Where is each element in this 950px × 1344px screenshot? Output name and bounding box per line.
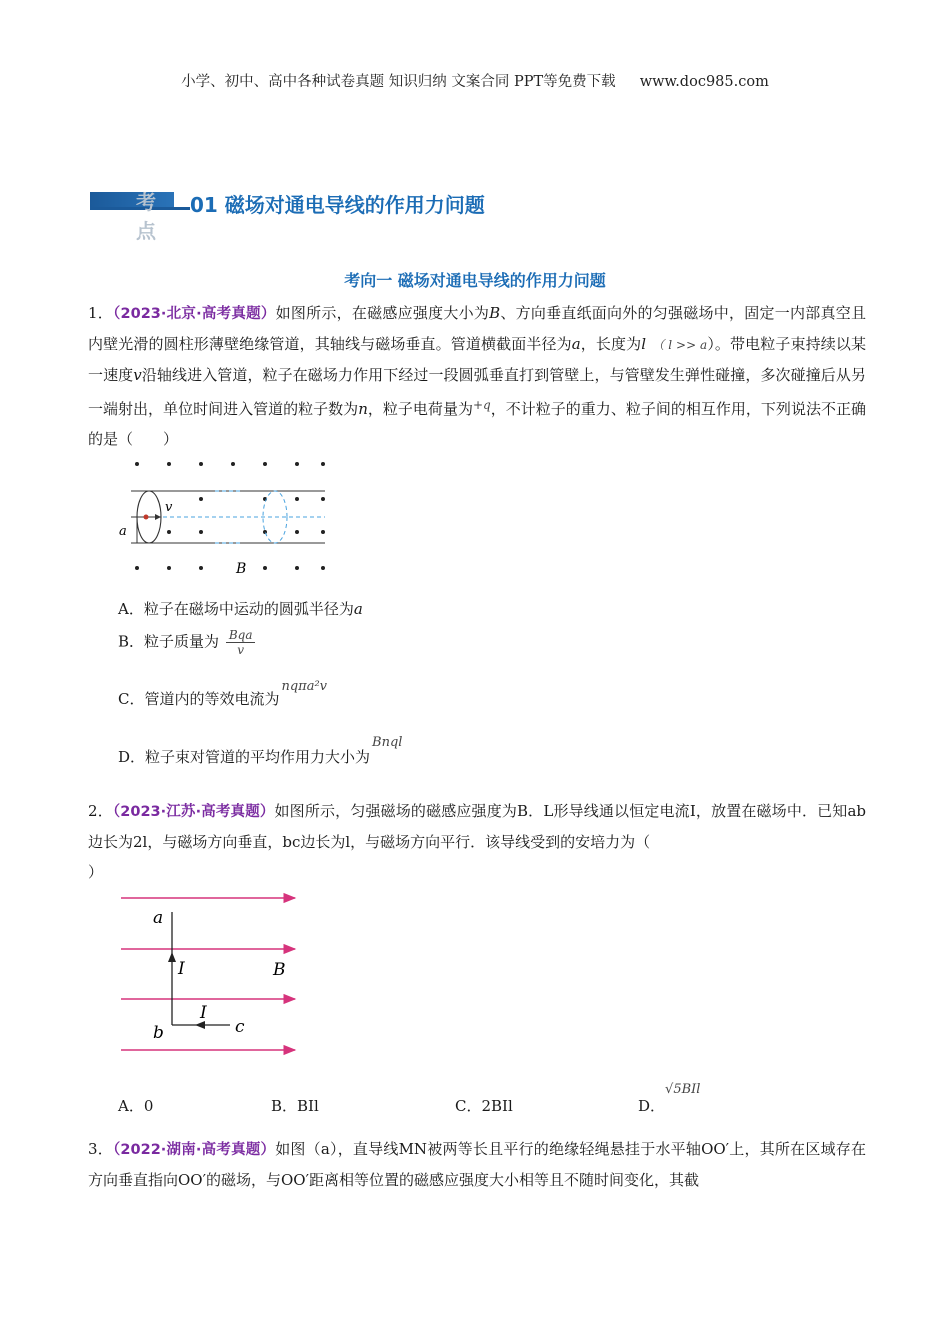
q1-condition: （ l >> a — [652, 338, 708, 352]
q1-text-7: ，不计粒子的重力、粒子间的相互作用，下列说法不正确的是（ ） — [88, 400, 866, 448]
q1-text-6: ，粒子电荷量为 — [367, 400, 473, 418]
question-number: 1． — [88, 304, 114, 322]
fig-label-v: v — [165, 500, 173, 515]
question-number: 2． — [88, 802, 113, 820]
fig-label-a: a — [153, 908, 164, 928]
q1-var-v: v — [133, 366, 142, 384]
q1-var-l: l — [641, 335, 647, 353]
q1-var-n: n — [358, 400, 368, 418]
q1-text-3: ，长度为 — [580, 335, 642, 353]
q2-option-d[interactable] — [638, 1082, 701, 1116]
page-header — [0, 70, 950, 91]
section-tag: 考点 — [136, 190, 157, 243]
q2-figure — [115, 888, 305, 1063]
q1-text-1: 如图所示，在磁感应强度大小为 — [275, 304, 490, 322]
fig-label-a: a — [119, 524, 127, 539]
q1-var-q: +q — [472, 398, 491, 412]
q1-option-a[interactable] — [118, 598, 363, 619]
q2-text: 如图所示，匀强磁场的磁感应强度为B．L形导线通以恒定电流I，放置在磁场中．已知ab边长为2l，与磁场方向垂直，bc边长为l，与磁场方向平行．该导线受到的安培力为（ — [88, 802, 866, 851]
current-arrow-up — [168, 952, 176, 962]
option-label: B．BIl — [271, 1097, 319, 1115]
option-label: D． — [638, 1097, 666, 1115]
fig-label-c: c — [235, 1017, 245, 1037]
q1-text-2: 、方向垂直纸面向外的匀强磁场中，固定一内部真空且内壁光滑的圆柱形薄壁绝缘管道，其轴线与磁场垂直。管道横截面半径为 — [88, 304, 866, 353]
fig-label-I-horizontal: I — [200, 1003, 207, 1023]
fraction-numerator: Bqa — [226, 628, 256, 643]
q1-text-5: 沿轴线进入管道，粒子在磁场力作用下经过一段圆弧垂直打到管壁上，与管壁发生弹性碰撞，多次碰撞后从另一端射出，单位时间进入管道的粒子数为 — [88, 366, 866, 418]
particle — [144, 515, 149, 520]
option-value: √5BIl — [665, 1082, 701, 1097]
question-source: （2023·江苏·高考真题） — [112, 804, 275, 820]
question-number: 3． — [88, 1140, 113, 1158]
option-label: B．粒子质量为 — [118, 632, 220, 651]
option-value: nqπa²v — [281, 679, 328, 694]
fraction-denominator: v — [237, 643, 245, 657]
q1-var-B: B — [489, 304, 501, 322]
q1-option-b[interactable] — [118, 628, 255, 657]
option-label: D．粒子束对管道的平均作用力大小为 — [118, 748, 371, 766]
field-lines — [121, 898, 295, 1050]
q1-text-4: ）。带电粒子束持续以某一速度 — [88, 335, 866, 384]
magnetic-field-dots — [135, 462, 325, 570]
header-left-text: 小学、初中、高中各种试卷真题 知识归纳 文案合同 PPT等免费下载 — [181, 74, 616, 90]
option-label: C．管道内的等效电流为 — [118, 690, 280, 708]
question-source: （2022·湖南·高考真题） — [112, 1142, 276, 1158]
option-value: a — [353, 600, 363, 618]
q3-text: 如图（a），直导线MN被两等长且平行的绝缘轻绳悬挂于水平轴OO′上，其所在区域存在方向垂直指向OO′的磁场，与OO′距离相等位置的磁感应强度大小相等且不随时间变化，其截 — [88, 1140, 866, 1189]
q2-option-b[interactable] — [271, 1095, 319, 1116]
question-source: （2023·北京·高考真题） — [113, 306, 276, 322]
velocity-arrow-head — [155, 514, 161, 520]
subsection-title: 考向一 磁场对通电导线的作用力问题 — [344, 271, 606, 290]
q2-option-c[interactable] — [455, 1095, 513, 1116]
question-1-text — [88, 298, 866, 454]
q1-var-a: a — [571, 335, 581, 353]
q2-close-paren: ） — [88, 863, 104, 881]
fig-label-B: B — [236, 561, 247, 577]
header-url: www.doc985.com — [639, 74, 769, 90]
fig-label-I-vertical: I — [178, 959, 185, 979]
fig-label-b: b — [153, 1023, 164, 1043]
q1-option-d[interactable] — [118, 735, 403, 767]
section-title: 01 磁场对通电导线的作用力问题 — [190, 193, 485, 217]
question-3-text — [88, 1134, 866, 1195]
option-value: Bnql — [372, 735, 403, 750]
q1-option-c[interactable] — [118, 679, 328, 709]
q2-option-a[interactable] — [118, 1095, 153, 1116]
option-label: A．0 — [118, 1097, 154, 1115]
fraction — [226, 628, 256, 657]
option-label: C．2BIl — [455, 1097, 513, 1115]
question-2-text — [88, 796, 866, 887]
q1-figure — [115, 455, 345, 580]
option-label: A．粒子在磁场中运动的圆弧半径为 — [118, 600, 354, 618]
fig-label-B: B — [273, 960, 286, 980]
